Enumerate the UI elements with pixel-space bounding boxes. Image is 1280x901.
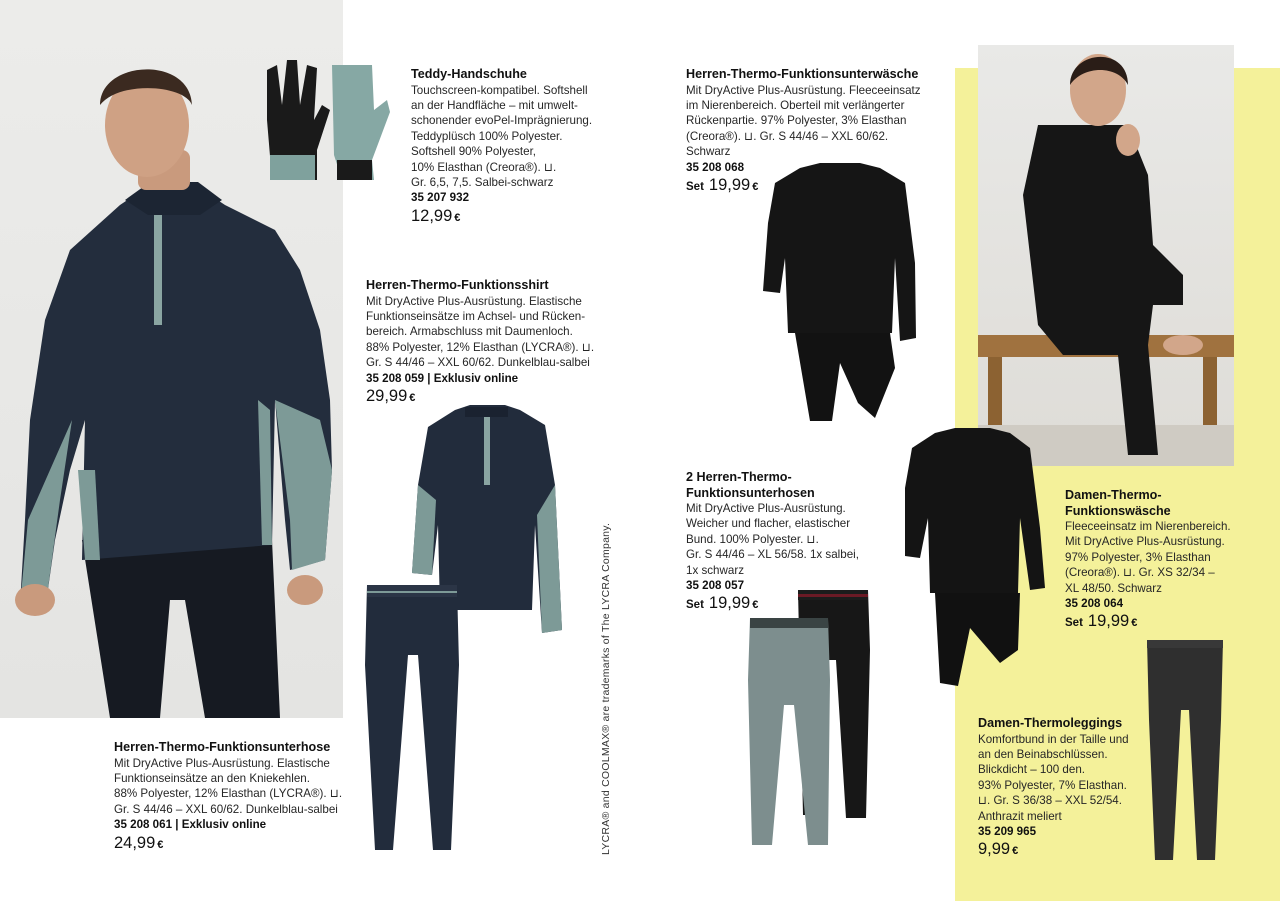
product-title: Damen-Thermo- Funktionswäsche bbox=[1065, 488, 1171, 518]
product-description: Touchscreen-kompatibel. Softshell an der Handfläche – mit umwelt- schonender evoPel-Imprägnierung. Teddyplüsch 100% Polyester. Softshell 90% Polyester, 10% Elasthan (Creora®). ⊔. bbox=[411, 83, 593, 174]
wash-icon: ⊔ bbox=[978, 794, 988, 808]
wash-icon: ⊔ bbox=[543, 160, 553, 174]
product-women-underwear-set bbox=[1065, 488, 1255, 632]
product-thermo-longjohns bbox=[114, 740, 374, 853]
product-description: Mit DryActive Plus-Ausrüstung. Fleeceeinsatz im Nierenbereich. Oberteil mit verlängerter Rückenpartie. 97% Polyester, 3% Elasthan (Creora®). ⊔. Gr. S 44/46 – XXL 60/62. Schwarz bbox=[686, 83, 921, 159]
product-size-color: ⊔. Gr. S 36/38 – XXL 52/54. Anthrazit meliert bbox=[978, 794, 1122, 823]
product-size-color: Gr. S 44/46 – XXL 60/62. Dunkelblau-salbei bbox=[366, 356, 590, 370]
product-teddy-gloves bbox=[411, 67, 631, 226]
wash-icon: ⊔ bbox=[806, 532, 816, 546]
product-sku: 35 208 061 | Exklusiv online bbox=[114, 818, 267, 832]
wash-icon: ⊔ bbox=[581, 340, 591, 354]
product-description: Mit DryActive Plus-Ausrüstung. Weicher und flacher, elastischer Bund. 100% Polyester. ⊔. bbox=[686, 502, 851, 546]
product-price: 24,99 € bbox=[114, 833, 164, 852]
product-thermo-shirt bbox=[366, 278, 626, 406]
product-title: Damen-Thermoleggings bbox=[978, 716, 1123, 730]
two-longjohns-image bbox=[748, 590, 873, 848]
product-title: 2 Herren-Thermo- Funktionsunterhosen bbox=[686, 470, 815, 500]
product-sku: 35 208 068 bbox=[686, 160, 745, 174]
product-women-leggings bbox=[978, 716, 1148, 860]
product-price: 29,99 € bbox=[366, 386, 416, 405]
product-sku: 35 209 965 bbox=[978, 824, 1037, 838]
product-description: Mit DryActive Plus-Ausrüstung. Elastische Funktionseinsätze an den Kniekehlen. 88% Polyester, 12% Elasthan (LYCRA®). ⊔. bbox=[114, 756, 343, 801]
product-price: Set 19,99 € bbox=[686, 594, 759, 613]
product-size-color: Gr. S 44/46 – XL 56/58. 1x salbei, 1x schwarz bbox=[686, 548, 859, 577]
wash-icon: ⊔ bbox=[1123, 566, 1133, 580]
wash-icon: ⊔ bbox=[329, 787, 339, 801]
product-title: Herren-Thermo-Funktionsunterwäsche bbox=[686, 67, 919, 81]
product-price: Set 19,99 € bbox=[686, 175, 759, 194]
teddy-gloves-image bbox=[262, 60, 392, 185]
product-description: Mit DryActive Plus-Ausrüstung. Elastische Funktionseinsätze im Achsel- und Rücken- bereich. Armabschluss mit Daumenloch. 88% Polyester, 12% Elasthan (LYCRA®). ⊔. bbox=[366, 294, 595, 354]
product-description: Fleeceeinsatz im Nierenbereich. Mit DryActive Plus-Ausrüstung. 97% Polyester, 3% Elasthan (Creora®). ⊔. Gr. XS 32/34 – XL 48/50. Schwarz bbox=[1065, 520, 1231, 595]
product-title: Herren-Thermo-Funktionsshirt bbox=[366, 278, 549, 292]
product-description: Komfortbund in der Taille und an den Beinabschlüssen. Blickdicht – 100 den. 93% Polyester, 7% Elasthan. bbox=[978, 732, 1129, 792]
product-title: Herren-Thermo-Funktionsunterhose bbox=[114, 740, 331, 754]
product-sku: 35 207 932 bbox=[411, 191, 470, 205]
product-size-color: Gr. 6,5, 7,5. Salbei-schwarz bbox=[411, 175, 554, 189]
wash-icon: ⊔ bbox=[744, 129, 754, 143]
product-price: Set 19,99 € bbox=[1065, 612, 1138, 631]
product-sku: 35 208 064 bbox=[1065, 597, 1124, 611]
product-price: 12,99 € bbox=[411, 206, 461, 225]
thermo-pants-image bbox=[363, 585, 461, 853]
black-underwear-set-image bbox=[760, 163, 920, 423]
women-leggings-image bbox=[1145, 640, 1225, 862]
product-size-color: Gr. S 44/46 – XXL 60/62. Dunkelblau-salbei bbox=[114, 802, 338, 816]
product-sku: 35 208 059 | Exklusiv online bbox=[366, 371, 519, 385]
women-underwear-set-image bbox=[900, 428, 1050, 688]
female-model-photo bbox=[978, 45, 1234, 466]
product-title: Teddy-Handschuhe bbox=[411, 67, 527, 81]
trademark-disclaimer: LYCRA® and COOLMAX® are trademarks of The LYCRA Company. bbox=[600, 522, 612, 855]
product-sku: 35 208 057 bbox=[686, 579, 745, 593]
product-price: 9,99 € bbox=[978, 840, 1019, 859]
